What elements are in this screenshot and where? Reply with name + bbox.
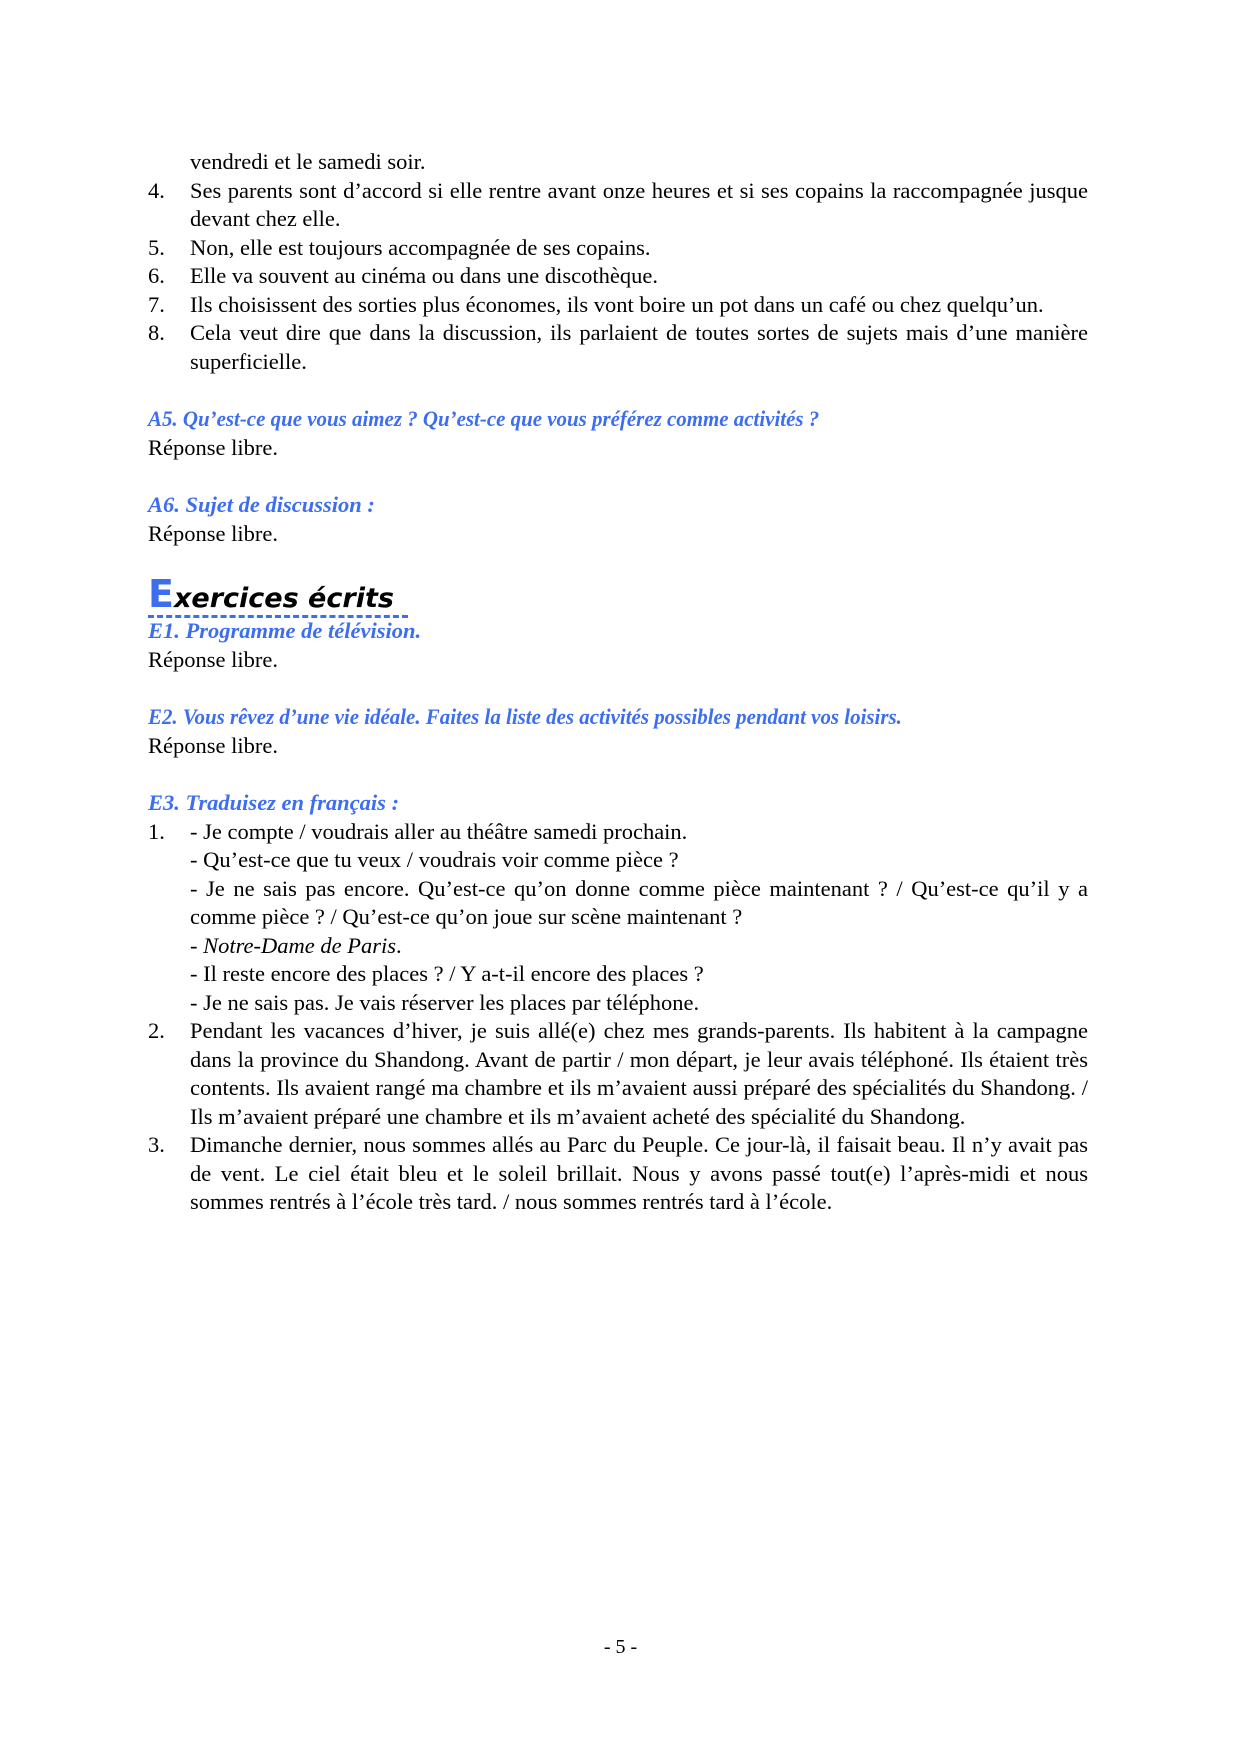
list-item bbox=[148, 177, 1088, 234]
list-number: 2. bbox=[148, 1018, 165, 1043]
dash: - bbox=[190, 932, 204, 958]
dialogue-line: - Je compte / voudrais aller au théâtre samedi prochain. bbox=[190, 818, 688, 844]
dialogue-line: - Je ne sais pas encore. Qu’est-ce qu’on donne comme pièce maintenant ? / Qu’est-ce qu’il y a comme pièce ? / Qu’est-ce qu’on joue sur scène maintenant ? bbox=[190, 875, 1088, 929]
question-heading-a5 bbox=[148, 405, 1088, 434]
list-number: 6. bbox=[148, 263, 165, 288]
list-number: 3. bbox=[148, 1132, 165, 1157]
list-number: 8. bbox=[148, 320, 165, 345]
list-item-text: Elle va souvent au cinéma ou dans une discothèque. bbox=[190, 263, 658, 288]
question-heading-e1: E1. Programme de télévision. bbox=[148, 618, 422, 643]
translation-text: Pendant les vacances d’hiver, je suis allé(e) chez mes grands-parents. Ils habitent à la campagne dans la province du Shandong. Avant de partir / mon départ, je leur avais téléphoné. Ils étaient très contents. Ils avaient rangé ma chambre et ils m’avaient aussi préparé des spécialités du Shandong. / Ils m’avaient préparé une chambre et ils m’avaient acheté des spécialité du Shandong. bbox=[190, 1018, 1088, 1129]
list-item bbox=[148, 291, 1088, 320]
translation-item-3 bbox=[148, 1131, 1088, 1217]
heading-text: A5. Qu’est-ce que vous aimez ? Qu’est-ce que vous préférez comme activités ? bbox=[148, 406, 820, 431]
question-heading-a6: A6. Sujet de discussion : bbox=[148, 492, 375, 517]
list-item-text: Ses parents sont d’accord si elle rentre avant onze heures et si ses copains la raccompagnée jusque devant chez elle. bbox=[190, 177, 1088, 231]
section-title-rest: xercices écrits bbox=[173, 583, 394, 614]
list-item-text: Cela veut dire que dans la discussion, ils parlaient de toutes sortes de sujets mais d’une manière superficielle. bbox=[190, 320, 1088, 374]
dialogue bbox=[190, 818, 1088, 1018]
document-page bbox=[148, 148, 1088, 1217]
list-item-text: Non, elle est toujours accompagnée de ses copains. bbox=[190, 234, 651, 260]
translation-item-1 bbox=[148, 818, 1088, 1018]
list-number: 4. bbox=[148, 177, 165, 203]
section-title bbox=[148, 572, 408, 617]
section-title-initial: E bbox=[148, 572, 174, 616]
dialogue-line: - Je ne sais pas. Je vais réserver les places par téléphone. bbox=[190, 989, 700, 1015]
period: . bbox=[396, 932, 402, 958]
list-item bbox=[148, 319, 1088, 376]
page-number: - 5 - bbox=[603, 1636, 638, 1658]
list-item bbox=[148, 262, 1088, 291]
list-item-text: Ils choisissent des sorties plus économes, ils vont boire un pot dans un café ou chez quelqu’un. bbox=[190, 291, 1044, 317]
heading-text: E2. Vous rêvez d’une vie idéale. Faites la liste des activités possibles pendant vos loisirs. bbox=[148, 704, 902, 729]
list-number: 7. bbox=[148, 291, 165, 317]
answer-a6: Réponse libre. bbox=[148, 520, 278, 546]
question-heading-e2 bbox=[148, 703, 1088, 732]
list-number: 1. bbox=[148, 818, 165, 844]
answer-e1: Réponse libre. bbox=[148, 646, 278, 672]
answer-a5: Réponse libre. bbox=[148, 434, 278, 460]
work-title: Notre-Dame de Paris bbox=[203, 932, 397, 958]
translation-item-2 bbox=[148, 1017, 1088, 1131]
dialogue-line: - Il reste encore des places ? / Y a-t-il encore des places ? bbox=[190, 961, 704, 986]
list-number: 5. bbox=[148, 234, 165, 260]
list-item bbox=[148, 234, 1088, 263]
question-heading-e3: E3. Traduisez en français : bbox=[148, 790, 400, 815]
list-continuation bbox=[148, 148, 1088, 177]
translation-text: Dimanche dernier, nous sommes allés au Parc du Peuple. Ce jour-là, il faisait beau. Il n’y avait pas de vent. Le ciel était bleu et le soleil brillait. Nous y avons passé tout(e) l’après-midi et nous sommes rentrés à l’école très tard. / nous sommes rentrés tard à l’école. bbox=[190, 1132, 1088, 1214]
list-item-text: vendredi et le samedi soir. bbox=[190, 149, 426, 174]
dialogue-line bbox=[190, 932, 1088, 961]
dialogue-line: - Qu’est-ce que tu veux / voudrais voir comme pièce ? bbox=[190, 847, 679, 872]
answer-e2: Réponse libre. bbox=[148, 732, 278, 758]
